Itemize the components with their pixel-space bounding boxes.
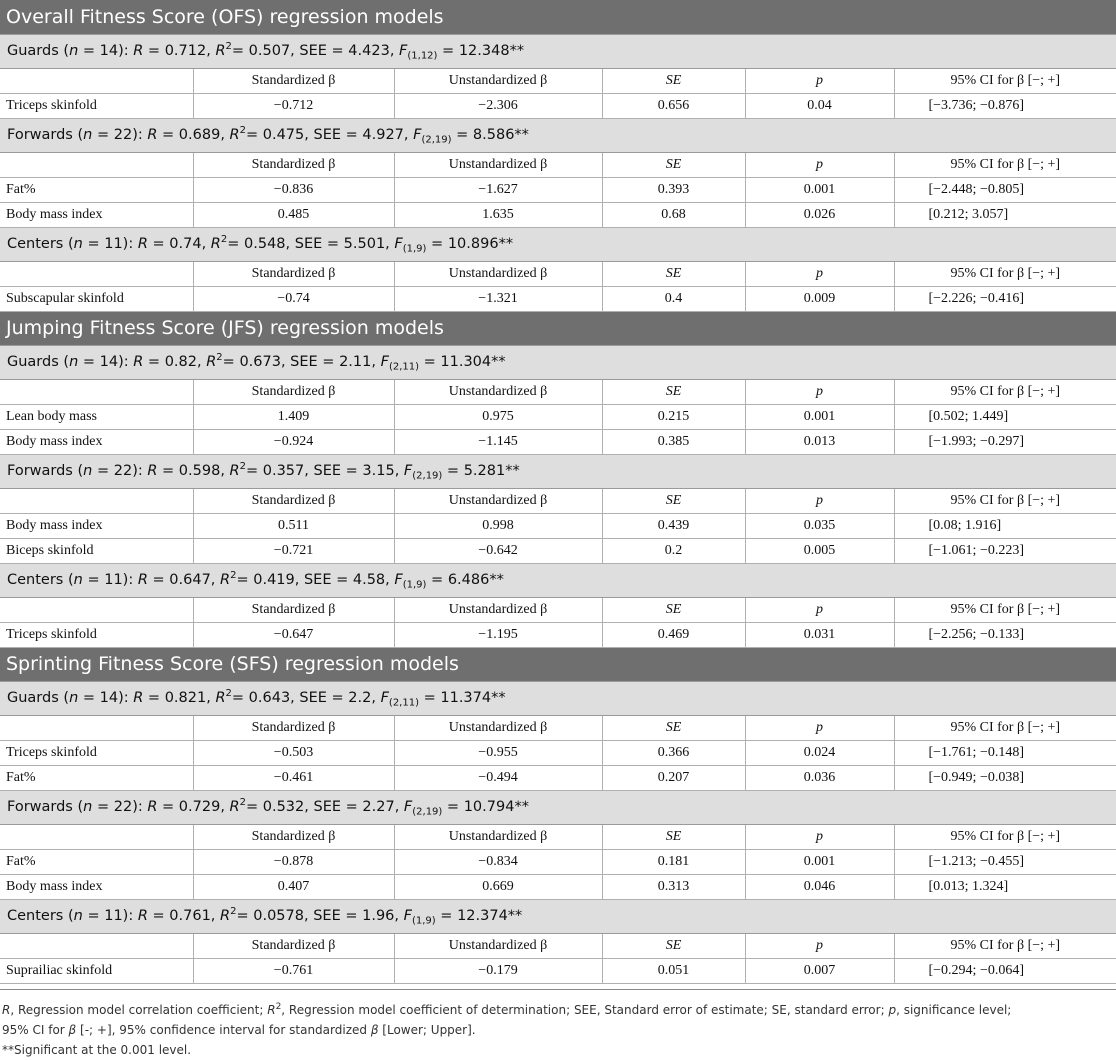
group-summary: Forwards (n = 22): R = 0.729, $R^2= 0.532$, SEE = 2.27, $F_{(2,19)} = 10.794**$ [0,790,1116,824]
r2-symbol: R [206,353,217,370]
group-r: 0.729 [178,798,221,815]
group-see: 2.2 [348,689,372,706]
predictor-cell: Body mass index [0,429,193,454]
header-unstandardized-beta: Unstandardized β [394,597,602,622]
group-f: 10.896** [447,235,514,252]
group-header-row [0,454,1116,488]
se-cell: 0.393 [602,177,745,202]
header-unstandardized-beta: Unstandardized β [394,261,602,286]
group-r2: 0.507 [248,42,291,59]
p-cell: 0.026 [745,202,894,227]
unstandardized-beta-cell: 1.635 [394,202,602,227]
ci-cell: [−0.949; −0.038] [894,765,1116,790]
f-symbol: F [380,689,389,706]
r-symbol: R [137,907,148,924]
column-header-row [0,488,1116,513]
table-row [0,740,1116,765]
group-header-row [0,563,1116,597]
header-ci: 95% CI for β [−; +] [894,715,1116,740]
group-label: Guards [7,689,59,706]
group-header-row [0,118,1116,152]
n-symbol: n [69,689,79,706]
group-f-df: (2,19) [421,134,452,146]
se-cell: 0.051 [602,958,745,983]
header-unstandardized-beta: Unstandardized β [394,824,602,849]
footnote-ci: 95% CI for β [-; +], 95% confidence interval for standardized β [Lower; Upper]. [2,1022,476,1037]
header-se: SE [602,379,745,404]
header-standardized-beta: Standardized β [193,933,394,958]
group-f-df: (2,19) [412,470,443,482]
r2-superscript: 2 [239,124,246,136]
group-f: 5.281** [463,462,520,479]
column-header-row [0,597,1116,622]
standardized-beta-cell: −0.924 [193,429,394,454]
group-label: Centers [7,571,64,588]
header-standardized-beta: Standardized β [193,824,394,849]
header-p: p [745,379,894,404]
f-symbol: F [413,126,422,143]
header-blank-cell [0,933,193,958]
ci-cell: [−2.226; −0.416] [894,286,1116,311]
ci-cell: [−1.761; −0.148] [894,740,1116,765]
table-row [0,538,1116,563]
group-r2: 0.673 [239,353,281,370]
predictor-cell: Subscapular skinfold [0,286,193,311]
header-standardized-beta: Standardized β [193,488,394,513]
se-cell: 0.313 [602,874,745,899]
header-unstandardized-beta: Unstandardized β [394,152,602,177]
standardized-beta-cell: −0.461 [193,765,394,790]
predictor-cell: Biceps skinfold [0,538,193,563]
footnote-significance: **Significant at the 0.001 level. [2,1042,192,1057]
header-p: p [745,68,894,93]
table-footnotes [0,989,1116,1060]
header-p: p [745,488,894,513]
unstandardized-beta-cell: −1.321 [394,286,602,311]
r-symbol: R [147,462,158,479]
standardized-beta-cell: −0.721 [193,538,394,563]
group-f-df: (1,12) [407,50,438,62]
group-r: 0.598 [178,462,221,479]
p-cell: 0.036 [745,765,894,790]
group-summary: Centers (n = 11): R = 0.761, $R^2= 0.0578$, SEE = 1.96, $F_{(1,9)} = 12.374**$ [0,899,1116,933]
se-cell: 0.656 [602,93,745,118]
r2-superscript: 2 [216,351,223,363]
standardized-beta-cell: −0.836 [193,177,394,202]
ci-cell: [0.013; 1.324] [894,874,1116,899]
group-label: Forwards [7,798,73,815]
n-symbol: n [83,126,93,143]
unstandardized-beta-cell: −1.627 [394,177,602,202]
header-ci: 95% CI for β [−; +] [894,933,1116,958]
r2-symbol: R [215,689,226,706]
group-f: 6.486** [447,571,504,588]
header-ci: 95% CI for β [−; +] [894,824,1116,849]
group-see: 5.501 [343,235,386,252]
group-f-df: (1,9) [402,579,427,591]
n-symbol: n [73,571,83,588]
table-row [0,404,1116,429]
group-summary: Centers (n = 11): R = 0.647, $R^2= 0.419$, SEE = 4.58, $F_{(1,9)} = 6.486**$ [0,563,1116,597]
unstandardized-beta-cell: −0.834 [394,849,602,874]
column-header-row [0,715,1116,740]
predictor-cell: Fat% [0,765,193,790]
group-header-row [0,227,1116,261]
group-f: 11.374** [440,689,506,706]
n-symbol: n [83,798,93,815]
table-row [0,958,1116,983]
header-se: SE [602,597,745,622]
group-label: Forwards [7,126,73,143]
group-see: 2.11 [339,353,372,370]
group-r: 0.74 [169,235,202,252]
p-cell: 0.009 [745,286,894,311]
ci-cell: [−1.061; −0.223] [894,538,1116,563]
se-cell: 0.469 [602,622,745,647]
r-symbol: R [133,42,144,59]
r-symbol: R [137,235,148,252]
header-se: SE [602,261,745,286]
group-f-df: (1,9) [411,915,436,927]
standardized-beta-cell: 0.407 [193,874,394,899]
group-n: 14 [99,689,119,706]
standardized-beta-cell: −0.503 [193,740,394,765]
predictor-cell: Lean body mass [0,404,193,429]
header-standardized-beta: Standardized β [193,152,394,177]
table-row [0,93,1116,118]
p-cell: 0.001 [745,849,894,874]
predictor-cell: Suprailiac skinfold [0,958,193,983]
r-symbol: R [137,571,148,588]
unstandardized-beta-cell: −2.306 [394,93,602,118]
p-cell: 0.04 [745,93,894,118]
group-r2: 0.0578 [253,907,304,924]
r2-symbol: R [229,462,240,479]
r2-symbol: R [229,798,240,815]
column-header-row [0,261,1116,286]
f-symbol: F [399,42,408,59]
group-f-df: (2,11) [388,697,419,709]
group-f: 10.794** [463,798,529,815]
group-r: 0.647 [169,571,211,588]
p-cell: 0.005 [745,538,894,563]
unstandardized-beta-cell: 0.998 [394,513,602,538]
header-unstandardized-beta: Unstandardized β [394,715,602,740]
se-cell: 0.181 [602,849,745,874]
group-header-row [0,345,1116,379]
predictor-cell: Triceps skinfold [0,622,193,647]
se-cell: 0.366 [602,740,745,765]
section-header-row [0,311,1116,345]
ci-cell: [−0.294; −0.064] [894,958,1116,983]
section-title: Sprinting Fitness Score (SFS) regression models [0,647,1116,681]
table-row [0,765,1116,790]
header-standardized-beta: Standardized β [193,715,394,740]
r2-superscript: 2 [230,569,237,581]
predictor-cell: Triceps skinfold [0,93,193,118]
table-row [0,622,1116,647]
column-header-row [0,379,1116,404]
section-title: Overall Fitness Score (OFS) regression models [0,0,1116,34]
standardized-beta-cell: 1.409 [193,404,394,429]
predictor-cell: Fat% [0,849,193,874]
n-symbol: n [73,235,83,252]
header-blank-cell [0,68,193,93]
group-r2: 0.475 [262,126,305,143]
group-n: 11 [104,571,123,588]
header-blank-cell [0,488,193,513]
se-cell: 0.439 [602,513,745,538]
se-cell: 0.207 [602,765,745,790]
group-see: 3.15 [362,462,395,479]
r-symbol: R [133,353,144,370]
header-unstandardized-beta: Unstandardized β [394,933,602,958]
group-header-row [0,34,1116,68]
group-summary: Centers (n = 11): R = 0.74, $R^2= 0.548$, SEE = 5.501, $F_{(1,9)} = 10.896**$ [0,227,1116,261]
header-unstandardized-beta: Unstandardized β [394,68,602,93]
table-row [0,202,1116,227]
ci-cell: [−1.213; −0.455] [894,849,1116,874]
header-se: SE [602,933,745,958]
unstandardized-beta-cell: 0.975 [394,404,602,429]
header-blank-cell [0,152,193,177]
predictor-cell: Fat% [0,177,193,202]
group-r: 0.821 [164,689,207,706]
header-p: p [745,824,894,849]
n-symbol: n [69,42,79,59]
header-p: p [745,715,894,740]
group-n: 14 [99,353,119,370]
group-r: 0.761 [169,907,211,924]
se-cell: 0.215 [602,404,745,429]
unstandardized-beta-cell: 0.669 [394,874,602,899]
r-symbol: R [147,798,158,815]
f-symbol: F [380,353,389,370]
group-summary: Forwards (n = 22): R = 0.598, $R^2= 0.357$, SEE = 3.15, $F_{(2,19)} = 5.281**$ [0,454,1116,488]
r2-symbol: R [210,235,221,252]
r2-symbol: R [215,42,226,59]
table-row [0,849,1116,874]
column-header-row [0,68,1116,93]
header-se: SE [602,488,745,513]
group-summary: Guards (n = 14): R = 0.821, $R^2= 0.643$, SEE = 2.2, $F_{(2,11)} = 11.374**$ [0,681,1116,715]
header-standardized-beta: Standardized β [193,261,394,286]
group-r: 0.712 [164,42,207,59]
group-n: 22 [113,798,133,815]
table-row [0,177,1116,202]
se-cell: 0.68 [602,202,745,227]
r2-symbol: R [229,126,240,143]
r-symbol: R [133,689,144,706]
header-ci: 95% CI for β [−; +] [894,379,1116,404]
r2-symbol: R [220,571,231,588]
p-cell: 0.035 [745,513,894,538]
se-cell: 0.4 [602,286,745,311]
group-f: 12.348** [458,42,525,59]
r2-superscript: 2 [225,40,232,52]
header-blank-cell [0,379,193,404]
ci-cell: [−2.448; −0.805] [894,177,1116,202]
n-symbol: n [69,353,79,370]
f-symbol: F [403,798,413,815]
group-n: 14 [99,42,119,59]
predictor-cell: Body mass index [0,513,193,538]
group-label: Guards [7,353,59,370]
header-se: SE [602,68,745,93]
predictor-cell: Body mass index [0,202,193,227]
group-header-row [0,790,1116,824]
ci-cell: [−1.993; −0.297] [894,429,1116,454]
section-header-row [0,0,1116,34]
group-see: 4.58 [352,571,386,588]
ci-cell: [0.08; 1.916] [894,513,1116,538]
header-standardized-beta: Standardized β [193,597,394,622]
standardized-beta-cell: 0.485 [193,202,394,227]
header-ci: 95% CI for β [−; +] [894,488,1116,513]
n-symbol: n [73,907,83,924]
column-header-row [0,152,1116,177]
table-row [0,286,1116,311]
f-symbol: F [394,235,403,252]
group-r2: 0.643 [248,689,291,706]
r2-symbol: R [220,907,231,924]
unstandardized-beta-cell: −0.955 [394,740,602,765]
group-f: 11.304** [440,353,506,370]
se-cell: 0.385 [602,429,745,454]
p-cell: 0.024 [745,740,894,765]
r2-superscript: 2 [230,905,237,917]
group-n: 22 [113,126,133,143]
table-row [0,513,1116,538]
standardized-beta-cell: 0.511 [193,513,394,538]
header-p: p [745,261,894,286]
group-r2: 0.532 [262,798,305,815]
standardized-beta-cell: −0.761 [193,958,394,983]
group-summary: Forwards (n = 22): R = 0.689, $R^2= 0.475$, SEE = 4.927, $F_{(2,19)} = 8.586**$ [0,118,1116,152]
header-unstandardized-beta: Unstandardized β [394,379,602,404]
section-header-row [0,647,1116,681]
f-symbol: F [403,462,413,479]
group-label: Centers [7,907,64,924]
n-symbol: n [83,462,93,479]
p-cell: 0.046 [745,874,894,899]
unstandardized-beta-cell: −0.642 [394,538,602,563]
unstandardized-beta-cell: −1.145 [394,429,602,454]
group-see: 4.423 [348,42,390,59]
header-p: p [745,152,894,177]
p-cell: 0.013 [745,429,894,454]
group-r: 0.689 [178,126,221,143]
header-ci: 95% CI for β [−; +] [894,261,1116,286]
header-blank-cell [0,824,193,849]
group-label: Guards [7,42,59,59]
group-see: 2.27 [362,798,395,815]
ci-cell: [−3.736; −0.876] [894,93,1116,118]
table-row [0,429,1116,454]
se-cell: 0.2 [602,538,745,563]
header-ci: 95% CI for β [−; +] [894,152,1116,177]
column-header-row [0,824,1116,849]
column-header-row [0,933,1116,958]
header-ci: 95% CI for β [−; +] [894,597,1116,622]
header-standardized-beta: Standardized β [193,379,394,404]
r-symbol: R [147,126,158,143]
table-row [0,874,1116,899]
standardized-beta-cell: −0.878 [193,849,394,874]
f-symbol: F [403,907,412,924]
predictor-cell: Triceps skinfold [0,740,193,765]
r2-superscript: 2 [225,687,232,699]
unstandardized-beta-cell: −0.179 [394,958,602,983]
group-r: 0.82 [164,353,197,370]
ci-cell: [0.212; 3.057] [894,202,1116,227]
f-symbol: F [394,571,403,588]
r2-superscript: 2 [239,460,246,472]
group-f-df: (2,11) [388,361,420,373]
header-blank-cell [0,261,193,286]
unstandardized-beta-cell: −1.195 [394,622,602,647]
p-cell: 0.001 [745,177,894,202]
header-ci: 95% CI for β [−; +] [894,68,1116,93]
p-cell: 0.007 [745,958,894,983]
group-r2: 0.357 [262,462,305,479]
p-cell: 0.031 [745,622,894,647]
group-header-row [0,899,1116,933]
ci-cell: [0.502; 1.449] [894,404,1116,429]
header-se: SE [602,824,745,849]
ci-cell: [−2.256; −0.133] [894,622,1116,647]
header-p: p [745,597,894,622]
standardized-beta-cell: −0.74 [193,286,394,311]
group-label: Centers [7,235,64,252]
header-unstandardized-beta: Unstandardized β [394,488,602,513]
standardized-beta-cell: −0.647 [193,622,394,647]
header-p: p [745,933,894,958]
group-f-df: (2,19) [412,806,443,818]
r2-superscript: 2 [220,233,228,245]
group-r2: 0.419 [253,571,295,588]
group-summary: Guards (n = 14): R = 0.712, $R^2= 0.507$, SEE = 4.423, $F_{(1,12)} = 12.348**$ [0,34,1116,68]
group-n: 22 [113,462,133,479]
group-see: 4.927 [362,126,404,143]
unstandardized-beta-cell: −0.494 [394,765,602,790]
group-r2: 0.548 [244,235,286,252]
group-f-df: (1,9) [402,243,427,255]
section-title: Jumping Fitness Score (JFS) regression models [0,311,1116,345]
group-f: 12.374** [457,907,523,924]
group-label: Forwards [7,462,73,479]
group-n: 11 [104,235,123,252]
footnote-abbreviations: R, Regression model correlation coefficient; $R^2$, Regression model coefficient of determination; SEE, Standard error of estimate; SE, standard error; p, significance level; [2,1001,1012,1017]
group-summary: Guards (n = 14): R = 0.82, $R^2= 0.673$, SEE = 2.11, $F_{(2,11)} = 11.304**$ [0,345,1116,379]
group-n: 11 [104,907,123,924]
standardized-beta-cell: −0.712 [193,93,394,118]
header-se: SE [602,715,745,740]
header-blank-cell [0,715,193,740]
group-f: 8.586** [472,126,529,143]
header-se: SE [602,152,745,177]
header-standardized-beta: Standardized β [193,68,394,93]
header-blank-cell [0,597,193,622]
group-header-row [0,681,1116,715]
predictor-cell: Body mass index [0,874,193,899]
r2-superscript: 2 [239,796,246,808]
group-see: 1.96 [362,907,395,924]
p-cell: 0.001 [745,404,894,429]
